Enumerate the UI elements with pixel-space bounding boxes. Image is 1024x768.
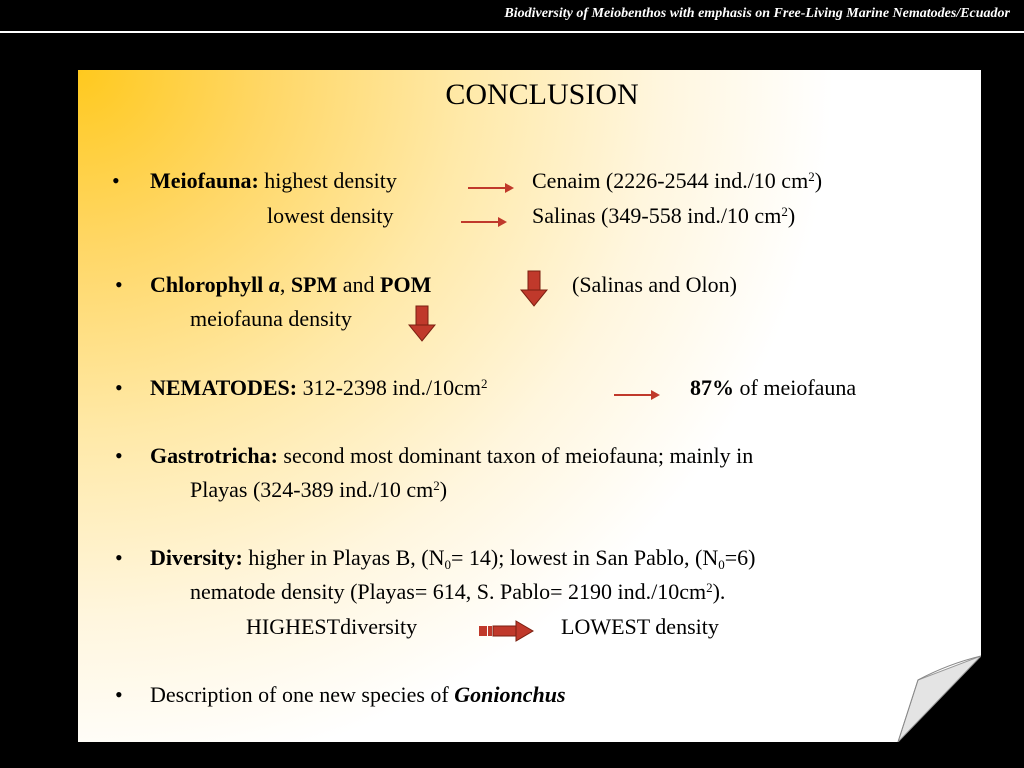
header-rule (0, 31, 1024, 33)
bullet-marker: • (115, 443, 123, 468)
meiofauna-high-text: highest density (264, 168, 397, 193)
arrow-down-icon (520, 270, 548, 308)
species-line: Description of one new species of Gonionchus (150, 682, 566, 707)
arrow-right-icon (460, 214, 508, 228)
bullet-marker: • (115, 375, 123, 400)
nematodes-percent: 87% of meiofauna (690, 375, 857, 400)
gastrotricha-line-1: Gastrotricha: second most dominant taxon of meiofauna; mainly in (150, 443, 754, 468)
arrow-right-icon (613, 387, 661, 401)
arrow-right-icon (467, 180, 515, 194)
meiofauna-line-1 (150, 168, 397, 194)
diversity-lowest: LOWEST density (561, 614, 719, 639)
diversity-line-2: nematode density (Playas= 614, S. Pablo= 2190 $ind./10cm^2$). (190, 579, 726, 604)
meiofauna-high-site: Cenaim (2226-2544 ind./10 $cm^2$) (532, 168, 823, 193)
gastrotricha-line-2: Playas (324-389 ind./10 $cm^2$) (190, 477, 448, 502)
chlorophyll-line-2: meiofauna density (190, 306, 352, 331)
diversity-line-1: Diversity: higher in Playas B, $(N_0= 14)$; lowest in San Pablo, $(N_0=6)$ (150, 545, 756, 572)
bullet-marker: • (115, 272, 123, 297)
chlorophyll-line-1: Chlorophyll a, SPM and POM (150, 272, 432, 297)
bullet-marker: • (115, 545, 123, 570)
diversity-highest: HIGHESTdiversity (246, 614, 418, 639)
header-title: Biodiversity of Meiobenthos with emphasis on Free-Living Marine Nematodes/Ecuador (504, 6, 1010, 21)
bullet-marker: • (115, 682, 123, 707)
meiofauna-low-site: Salinas (349-558 ind./10 $cm^2$) (532, 203, 796, 228)
nematodes-line: NEMATODES: 312-2398 $ind./10cm^2$ (150, 375, 488, 400)
arrow-down-icon (408, 305, 436, 343)
arrow-right-icon (478, 620, 534, 642)
chlorophyll-sites: (Salinas and Olon) (572, 272, 737, 297)
meiofauna-label: Meiofauna: (150, 168, 259, 193)
meiofauna-low-text: lowest density (267, 203, 394, 228)
slide-heading: CONCLUSION (445, 78, 639, 111)
bullet-marker: • (112, 168, 120, 193)
